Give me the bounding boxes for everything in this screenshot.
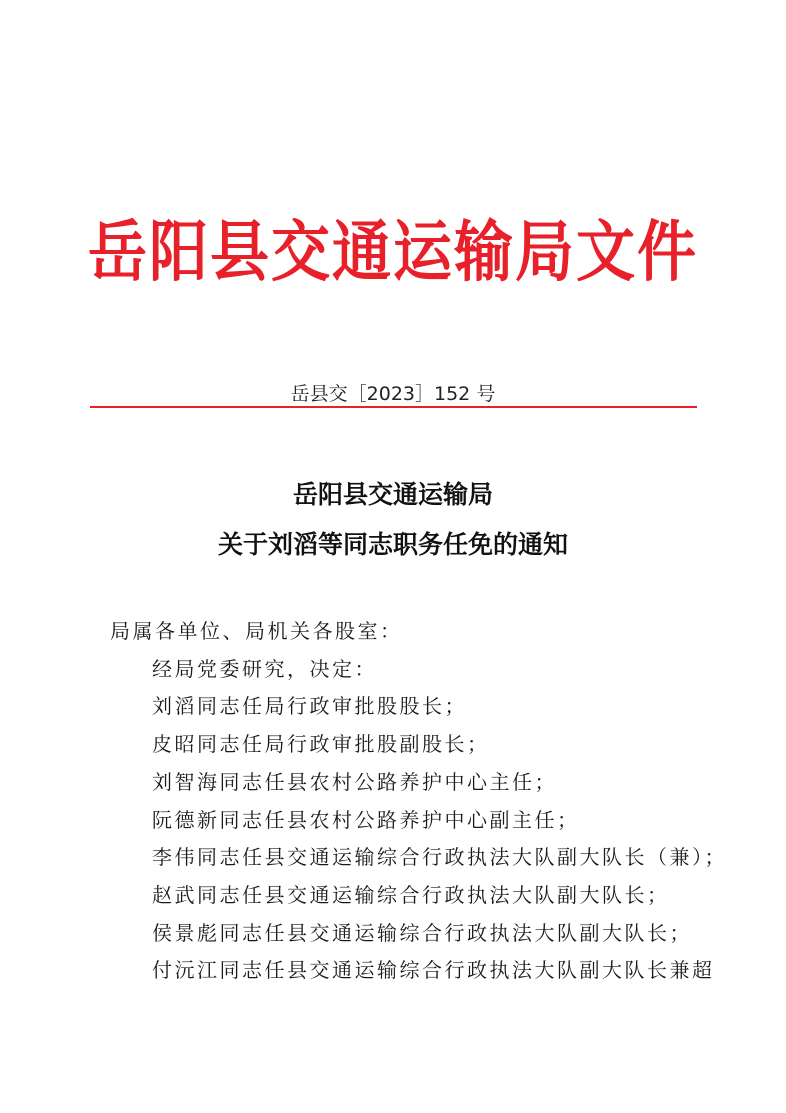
appointment-item: 付沅江同志任县交通运输综合行政执法大队副大队长兼超: [152, 958, 715, 982]
appointment-item: 李伟同志任县交通运输综合行政执法大队副大队长（兼）；: [152, 845, 727, 869]
appointment-item: 阮德新同志任县农村公路养护中心副主任；: [152, 808, 580, 832]
appointment-item: 刘智海同志任县农村公路养护中心主任；: [152, 770, 557, 794]
notice-title-line-2: 关于刘滔等同志职务任免的通知: [217, 530, 568, 559]
body-paragraph: 经局党委研究，决定：: [152, 657, 377, 681]
document-number: 岳县交［2023］152 号: [290, 383, 496, 405]
appointment-item: 侯景彪同志任县交通运输综合行政执法大队副大队长；: [152, 921, 692, 945]
appointment-item: 赵武同志任县交通运输综合行政执法大队副大队长；: [152, 883, 670, 907]
appointment-item: 刘滔同志任局行政审批股股长；: [152, 694, 467, 718]
appointment-item: 皮昭同志任局行政审批股副股长；: [152, 732, 490, 756]
notice-title-line-1: 岳阳县交通运输局: [292, 480, 493, 509]
document-masthead: 岳阳县交通运输局文件: [87, 213, 698, 291]
salutation: 局属各单位、局机关各股室：: [110, 619, 403, 643]
red-divider-line: [90, 406, 697, 408]
